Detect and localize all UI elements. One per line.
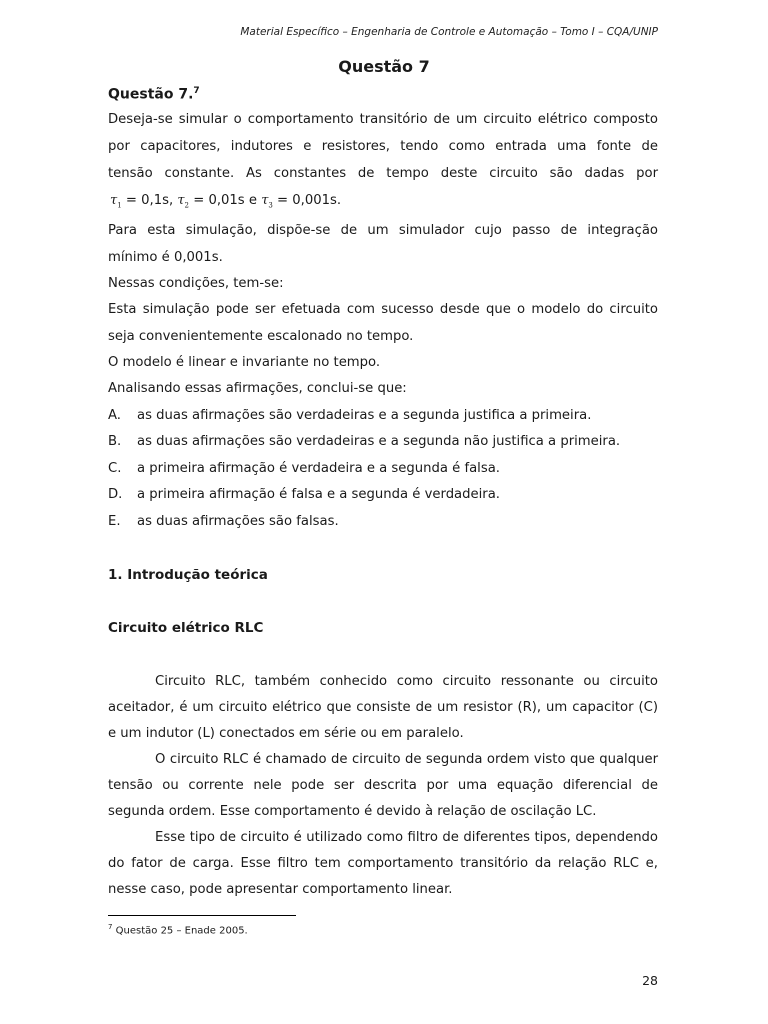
footnote bbox=[108, 923, 248, 936]
paragraph-1: Circuito RLC, também conhecido como circuito ressonante ou circuito aceitador, é um circuito elétrico que consiste de um resistor (R), um capacitor (C) e um indutor (L) conectados em série ou em paralelo. bbox=[108, 674, 658, 741]
option-c[interactable] bbox=[108, 456, 500, 482]
time-constants bbox=[110, 188, 660, 219]
assertion-1-line-1: Esta simulação pode ser efetuada com sucesso desde que o modelo do circuito bbox=[108, 302, 658, 317]
option-text: as duas afirmações são verdadeiras e a segunda justifica a primeira. bbox=[137, 408, 592, 423]
option-d[interactable] bbox=[108, 482, 500, 508]
page-number: 28 bbox=[642, 973, 658, 988]
tau2-value: = 0,01s e bbox=[189, 193, 262, 208]
tau1-value: = 0,1s, bbox=[121, 193, 178, 208]
option-text: as duas afirmações são verdadeiras e a segunda não justifica a primeira. bbox=[137, 434, 621, 449]
option-letter: D. bbox=[108, 487, 123, 502]
conditions-text: Nessas condições, tem-se: bbox=[108, 276, 284, 291]
tau3-value: = 0,001s. bbox=[272, 193, 342, 208]
assertion-1-line-2: seja convenientemente escalonado no tempo. bbox=[108, 329, 414, 344]
footnote-separator bbox=[108, 915, 296, 916]
footnote-marker: 7 bbox=[108, 923, 113, 931]
question-stem-line-2: por capacitores, indutores e resistores, tendo como entrada uma fonte de bbox=[108, 139, 658, 154]
assertion-2: O modelo é linear e invariante no tempo. bbox=[108, 355, 381, 370]
question-stem-line-3: tensão constante. As constantes de tempo deste circuito são dadas por bbox=[108, 166, 658, 181]
footnote-text: Questão 25 – Enade 2005. bbox=[112, 925, 248, 937]
option-letter: E. bbox=[108, 514, 121, 529]
option-letter: C. bbox=[108, 461, 122, 476]
option-text: as duas afirmações são falsas. bbox=[137, 514, 339, 529]
option-letter: B. bbox=[108, 434, 122, 449]
analysis-text: Analisando essas afirmações, conclui-se que: bbox=[108, 381, 407, 396]
tau2-symbol: $\tau_2$ bbox=[177, 193, 190, 210]
subsection-heading-rlc: Circuito elétrico RLC bbox=[108, 620, 264, 636]
footnote-ref: 7 bbox=[193, 86, 200, 96]
paragraph-2: O circuito RLC é chamado de circuito de segunda ordem visto que qualquer tensão ou corrente nele pode ser descrita por uma equação diferencial de segunda ordem. Esse comportamento é devido à relação de oscilação LC. bbox=[108, 752, 658, 819]
question-label bbox=[108, 86, 200, 103]
option-b[interactable] bbox=[108, 429, 620, 455]
option-a[interactable] bbox=[108, 403, 591, 429]
tau3-symbol: $\tau_3$ bbox=[261, 193, 273, 210]
simulator-line-2: mínimo é 0,001s. bbox=[108, 250, 223, 265]
option-text: a primeira afirmação é falsa e a segunda é verdadeira. bbox=[137, 487, 500, 502]
option-e[interactable] bbox=[108, 509, 339, 535]
question-stem-line-1: Deseja-se simular o comportamento transitório de um circuito elétrico composto bbox=[108, 112, 658, 127]
option-text: a primeira afirmação é verdadeira e a segunda é falsa. bbox=[137, 461, 500, 476]
simulator-line-1: Para esta simulação, dispõe-se de um simulador cujo passo de integração bbox=[108, 223, 658, 238]
question-label-text: Questão 7. bbox=[108, 86, 194, 103]
running-header: Material Específico – Engenharia de Controle e Automação – Tomo I – CQA/UNIP bbox=[240, 26, 658, 38]
paragraph-3: Esse tipo de circuito é utilizado como filtro de diferentes tipos, dependendo do fator de carga. Esse filtro tem comportamento transitório da relação RLC e, nesse caso, pode apresentar comportamento linear. bbox=[108, 830, 658, 897]
page-title: Questão 7 bbox=[338, 57, 430, 76]
section-heading-intro: 1. Introdução teórica bbox=[108, 567, 268, 583]
option-letter: A. bbox=[108, 408, 121, 423]
tau1-symbol: $\tau_1$ bbox=[110, 193, 122, 210]
